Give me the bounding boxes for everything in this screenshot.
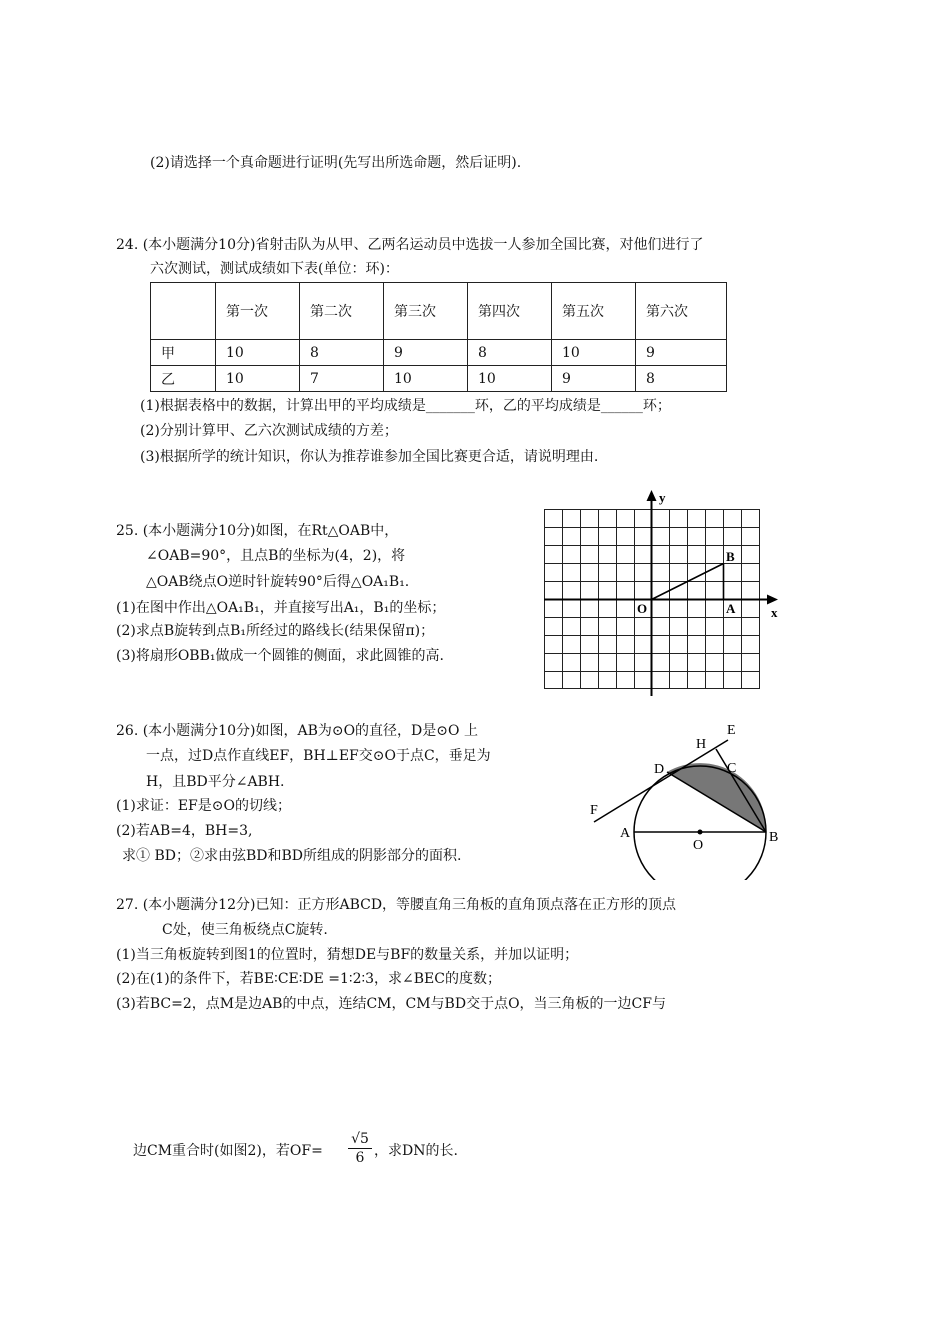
q27-part1: (1)当三角板旋转到图1的位置时，猜想DE与BF的数量关系，并加以证明；	[116, 947, 579, 963]
q27-part2: (2)在(1)的条件下，若BE∶CE∶DE =1∶2∶3，求∠BEC的度数；	[116, 971, 501, 987]
table-header-cell: 第二次	[300, 283, 384, 340]
table-header-cell: 第一次	[216, 283, 300, 340]
shaded-segment	[667, 763, 766, 832]
table-cell: 8	[636, 366, 727, 392]
table-corner-cell	[151, 283, 216, 340]
table-cell: 10	[552, 340, 636, 366]
table-cell: 8	[300, 340, 384, 366]
axis-y-label: y	[659, 490, 666, 505]
q26-part3: 求① BD；②求由弦BD和BD所组成的阴影部分的面积.	[122, 848, 462, 864]
q24-heading: 24. (本小题满分10分)省射击队为从甲、乙两名运动员中选拔一人参加全国比赛，对他们进行了	[116, 237, 704, 253]
q27-heading: 27. (本小题满分12分)已知：正方形ABCD，等腰直角三角板的直角顶点落在正方形的顶点	[116, 897, 677, 913]
fraction-denominator: 6	[355, 1150, 365, 1166]
q24-heading-cont: 六次测试，测试成绩如下表(单位：环)：	[150, 261, 399, 277]
q23-part2: (2)请选择一个真命题进行证明(先写出所选命题，然后证明).	[150, 155, 522, 171]
q26-heading-cont: 一点，过D点作直线EF，BH⊥EF交⊙O于点C，垂足为	[146, 748, 491, 764]
table-header-row	[151, 283, 727, 340]
q25-heading-cont: ∠OAB=90°，且点B的坐标为(4，2)，将	[146, 548, 406, 564]
table-row	[151, 366, 727, 392]
axis-x-label: x	[771, 605, 778, 620]
point-b-label: B	[769, 830, 779, 845]
score-table	[150, 282, 727, 392]
table-header-cell: 第三次	[384, 283, 468, 340]
table-cell: 9	[384, 340, 468, 366]
table-cell: 10	[468, 366, 552, 392]
coordinate-grid-figure	[538, 484, 788, 696]
table-cell: 10	[216, 340, 300, 366]
point-f-label: F	[590, 803, 598, 818]
q26-heading: 26. (本小题满分10分)如图，AB为⊙O的直径，D是⊙O 上	[116, 723, 478, 739]
q27-cont-before: 边CM重合时(如图2)，若OF=	[133, 1143, 323, 1159]
q26-part1: (1)求证：EF是⊙O的切线；	[116, 798, 291, 814]
table-cell: 10	[384, 366, 468, 392]
y-axis-arrow-icon	[647, 490, 657, 501]
q26-heading-cont2: H，且BD平分∠ABH.	[146, 774, 285, 790]
fraction	[348, 1130, 372, 1167]
center-point-icon	[698, 830, 703, 835]
point-o-label: O	[637, 601, 648, 616]
table-header-cell: 第六次	[636, 283, 727, 340]
table-cell: 甲	[151, 340, 216, 366]
table-cell: 9	[636, 340, 727, 366]
table-header-cell: 第五次	[552, 283, 636, 340]
q27-cont-after: ，求DN的长.	[374, 1143, 458, 1159]
x-axis-arrow-icon	[767, 595, 778, 605]
point-a-label: A	[620, 826, 631, 841]
q25-part2: (2)求点B旋转到点B₁所经过的路线长(结果保留π)；	[116, 623, 435, 639]
table-header-cell: 第四次	[468, 283, 552, 340]
point-d-label: D	[654, 762, 665, 777]
point-b-label: B	[726, 549, 735, 564]
table-cell: 10	[216, 366, 300, 392]
q24-part2: (2)分别计算甲、乙六次测试成绩的方差；	[140, 423, 398, 439]
point-a-label: A	[726, 601, 736, 616]
table-cell: 9	[552, 366, 636, 392]
q26-part2: (2)若AB=4，BH=3,	[116, 823, 253, 839]
table-cell: 7	[300, 366, 384, 392]
q27-heading-cont: C处，使三角板绕点C旋转.	[162, 922, 328, 938]
q25-part1: (1)在图中作出△OA₁B₁，并直接写出A₁，B₁的坐标；	[116, 600, 446, 616]
fraction-numerator: √5	[348, 1130, 372, 1149]
table-cell: 乙	[151, 366, 216, 392]
table-row	[151, 340, 727, 366]
point-e-label: E	[727, 723, 736, 738]
q25-heading: 25. (本小题满分10分)如图，在Rt△OAB中，	[116, 523, 399, 539]
circle-tangent-figure	[580, 712, 790, 880]
point-h-label: H	[696, 737, 707, 752]
q25-part3: (3)将扇形OBB₁做成一个圆锥的侧面，求此圆锥的高.	[116, 648, 444, 664]
table-cell: 8	[468, 340, 552, 366]
point-o-label: O	[693, 838, 704, 853]
q24-part1: (1)根据表格中的数据，计算出甲的平均成绩是_______环，乙的平均成绩是______环；	[140, 398, 671, 414]
q25-heading-cont2: △OAB绕点O逆时针旋转90°后得△OA₁B₁.	[146, 574, 410, 590]
point-c-label: C	[727, 761, 737, 776]
q27-part3: (3)若BC=2，点M是边AB的中点，连结CM，CM与BD交于点O，当三角板的一边CF与	[116, 996, 666, 1012]
q24-part3: (3)根据所学的统计知识，你认为推荐谁参加全国比赛更合适，请说明理由.	[140, 449, 599, 465]
